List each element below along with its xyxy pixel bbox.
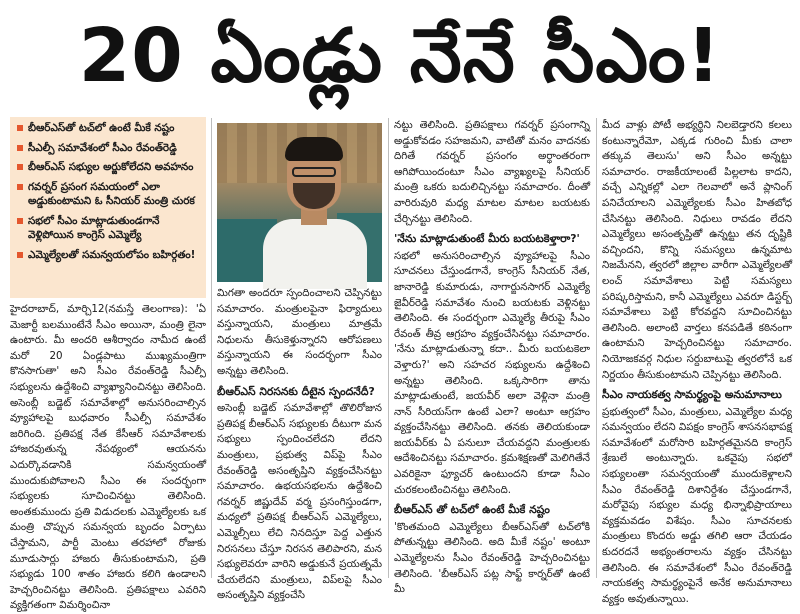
body-text: 'కొంతమంది ఎమ్మెల్యేలు బీఆర్ఎస్‌తో టచ్‌లోకి పోతున్నట్టు తెలిసింది. అది మీకే నష్టం' అంటూ ఎమ్మెల్యేలను సీఎం రేవంత్‌రెడ్డి హెచ్చరించినట్టు తెలిసింది. 'బీఆర్ఎస్ పట్ల సాఫ్ట్ కార్నర్‌తో ఉంటే మీ [394, 520, 590, 596]
cm-photo [217, 123, 382, 282]
body-text: నట్టు తెలిసింది. ప్రతిపక్షాలు గవర్నర్ ప్రసంగాన్ని అడ్డుకోవడం సహజమని, వాటితో మనం వాదనకు దిగితే గవర్నర్ ప్రసంగం అర్థాంతరంగా ఆగిపోయిందంటూ సీఎం వ్యాఖ్యలపై సీనియర్ మంత్రి ఒకరు బదులిచ్చినట్టు సమాచారం. దీంతో వారిరువురి మధ్య మాటల మాటల బయటకు చేర్చినట్టు తెలిసింది. [394, 119, 590, 225]
body-text: అసెంబ్లీ బడ్జెట్ సమావేశాల్లో తొలిరోజున ప్రతిపక్ష బీఆర్ఎస్ సభ్యులకు దీటుగా మన సభ్యులు స్పందించలేదని లేదని మంత్రులు, ప్రభుత్వ విప్‌పై సీఎం రేవంత్‌రెడ్డి అసంతృప్తిని వ్యక్తంచేసినట్టు సమాచారం. ఉభయసభలను ఉద్దేశించి గవర్నర్ జిష్ణుదేవ్ వర్మ ప్రసంగిస్తుండగా, మధ్యలో ప్రతిపక్ష బీఆర్ఎస్ ఎమ్మెల్యేలు, ఎమ్మెల్సీలు లేచి నినదిస్తూ పెద్ద ఎత్తున నిరసనలు చేస్తూ నిరసన తెలిపారని, మన సభ్యులెవరూ వారిని అడ్డుకునే ప్రయత్నమే చేయలేదని మంత్రులు, విప్‌లపై సీఎం అసంతృప్తిని వ్యక్తంచేసి [217, 402, 382, 602]
body-text: మీద వాళ్లు పోటీ అభ్యర్థిని నిలబెడ్తారని కలలు కంటున్నారేమో, ఎక్కడ గురించి మీకు చాలా తక్కువ తెలుసు' అని సీఎం అన్నట్టు సమాచారం. రాజకీయాలంటే పిల్లలాట కాదని, వచ్చే ఎన్నికల్లో ఎలా గెలవాలో అనే ప్లానింగ్ పనిచేయాలని ఎమ్మెల్యేలకు సీఎం హితబోధ చేసినట్టు తెలిసింది. నిధులు రావడం లేదని ఎమ్మెల్యేలు అసంతృప్తితో ఉన్నట్టు తన దృష్టికి వచ్చిందని, కొన్ని సమస్యలు ఉన్నమాట నిజమేనని, త్వరలో జిల్లాల వారీగా ఎమ్మెల్యేలతో లంచ్ సమావేశాలు పెట్టి సమస్యలు పరిష్కరిస్తామని, కానీ ఎమ్మెల్యేలు ఎవరూ డిస్టర్బ్ సమావేశాలు పెట్టి కోరవద్దని సూచించినట్టు తెలిసింది. అలాంటి వార్తలు కనపడితే కఠినంగా ఉంటామని హెచ్చరించినట్టు సమాచారం. నియోజకవర్గ నిధుల సర్దుబాటుపై త్వరలోనే ఒక నిర్ణయం తీసుకుంటామని చెప్పినట్టు తెలిసింది. [602, 119, 792, 381]
highlight-item: బీఆర్ఎస్ సభ్యుల అర్జుకోలేదని అవహనం [16, 160, 200, 175]
subheading: సీఎం నాయకత్వ సామర్థ్యంపై అనుమానాలు [602, 388, 782, 402]
headline: 20 ఏండ్లు నేనే సీఎం! [78, 13, 722, 99]
body-text: మిగతా అందరూ స్పందించాలని చెప్పినట్టు సమాచారం. మంత్రులపైనా ఫిర్యాదులు వస్తున్నాయని, మంత్రులు మాత్రమే నిధులను తీసుకెళ్తున్నారని ఆరోపణలు వస్తున్నాయని ఈ సందర్భంగా సీఎం అన్నట్టు తెలిసింది. [217, 287, 382, 377]
highlight-item: సీఎల్పీ సమావేశంలో సీఎం రేవంత్‌రెడ్డి [16, 141, 200, 156]
highlight-item: ఎమ్మెల్యేలతో సమన్వయలోపం బహిర్గతం! [16, 248, 200, 263]
article-column-4 [602, 118, 792, 605]
highlights-box [10, 117, 206, 298]
article-column-1 [10, 302, 206, 612]
body-text: ప్రభుత్వంలో సీఎం, మంత్రులు, ఎమ్మెల్యేల మధ్య సమన్వయం లేదని విపక్షం కాంగ్రెస్ శాసనసభాపక్ష సమావేశంలో మరోసారి బహిర్గతమైనది కాంగ్రెస్ శ్రేణులే అంటున్నారు. ఒకవైపు సభలో సభ్యులంతా సమన్వయంతో ముందుకెళ్లాలని సీఎం రేవంత్‌రెడ్డి దిశానిర్దేశం చేస్తుండగానే, మరోవైపు సభ్యుల మధ్య భిన్నాభిప్రాయాలు వ్యక్తమవడం విశేషం. సీఎం సూచనలకు మంత్రులు కొందరు అడ్డు తగిలి ఆరా చేయడం కుదరదనే అభ్యంతరాలను వ్యక్తం చేసినట్టు తెలిసింది. ఈ సమావేశంలో సీఎం రేవంత్‌రెడ్డి నాయకత్వ సామర్థ్యంపైనే అనేక అనుమానాలు వ్యక్తం అవుతున్నాయి. [602, 405, 792, 605]
subheading: బీఆర్ఎస్ తో టచ్‌లో ఉంటే మీకే నష్టం [394, 503, 550, 517]
subheading: 'నేను మాట్లాడుతుంటే మీరు బయటకెళ్తారా?' [394, 232, 580, 246]
body-text: సభలో అనుసరించాల్సిన వ్యూహాలపై సీఎం సూచనలు చేస్తుండగానే, కాంగ్రెస్ సీనియర్ నేత, జానారెడ్డి కుమారుడు, నాగార్జునసాగర్ ఎమ్మెల్యే జైవీర్‌రెడ్డి సమావేశం నుంచి బయటకు వెళ్లినట్టు తెలిసింది. ఈ సందర్భంగా ఎమ్మెల్యే తీరుపై సీఎం రేవంత్ తీవ్ర ఆగ్రహం వ్యక్తంచేసినట్టు సమాచారం. 'నేను మాట్లాడుతున్నా కదా.. మీరు బయటకెలా వెళ్తారు?' అని సహచర సభ్యులను ఉద్దేశించి అన్నట్టు తెలిసింది. ఒక్కసారిగా తాను మాట్లాడుతుంటే, జయవీర్ అలా వెళ్లినా మంత్రి నాన్ సీరియస్‌గా ఉంటే ఎలా? అంటూ ఆగ్రహం వ్యక్తంచేసినట్టు తెలిసింది. తనకు తెలియకుండా జయవీర్‌కు ఏ పనులూ చేయవద్దని మంత్రులకు ఆదేశించినట్టు సమాచారం. క్రమశిక్షణతో మెలిగితేనే ఎవరికైనా ఫ్యూచర్ ఉంటుందని కూడా సీఎం చురకలంటించినట్టు తెలిసింది. [394, 249, 590, 496]
column-divider [388, 118, 389, 578]
article-column-3 [394, 118, 590, 596]
highlight-item: బీఆర్ఎస్‌తో టచ్‌లో ఉంటే మీకే నష్టం [16, 121, 200, 136]
highlight-item: సభలో సీఎం మాట్లాడుతుండగానే వెళ్లిపోయిన కాంగ్రెస్ ఎమ్మెల్యే [16, 214, 200, 243]
column-divider [211, 118, 212, 578]
subheading: బీఆర్ఎస్ నిరసనకు దీటైన స్పందనేదీ? [217, 384, 375, 398]
highlight-item: గవర్నర్ ప్రసంగ సమయంలో ఎలా అడ్డుకుంటామని ఓ సీనియర్ మంత్రి చురక [16, 180, 200, 209]
article-column-2 [217, 286, 382, 602]
body-text: హైదరాబాద్, మార్చి12(నమస్తే తెలంగాణ): 'ఏ మెజార్టీ బలముంటేనే సీఎం అయినా, మంత్రి లైనా ఉంటారు. మీ అందరి ఆశీర్వాదం నామీద ఉంటే మరో 20 ఏండ్లపాటు ముఖ్యమంత్రిగా కొనసాగుతా' అని సీఎం రేవంత్‌రెడ్డి సీఎల్పీ సభ్యులను ఉద్దేశించి వ్యాఖ్యానించినట్టు తెలిసింది. అసెంబ్లీ బడ్జెట్ సమావేశాల్లో అనుసరించాల్సిన వ్యూహాలపై బుధవారం సీఎల్పీ సమావేశం జరిగింది. ప్రతిపక్ష నేత కేసీఆర్ సమావేశాలకు హాజరవుతున్న నేపథ్యంలో ఆయనను ఎదుర్కొవడానికి సమన్వయంతో ముందుకుపోవాలని సీఎం ఈ సందర్భంగా సభ్యులకు సూచించినట్టు తెలిసింది. అంతకుముందు ప్రతి విడుదలకు ఎమ్మెల్యేలకు ఒక మంత్రి చొప్పున సమన్వయ బృందం ఏర్పాటు చేస్తామని, పార్టీ మెంటు తరహాలో రోజుకు మూడుసార్లు హాజరు తీసుకుంటామని, ప్రతి సభ్యుడు 100 శాతం హాజరు కలిగి ఉండాలని హెచ్చరించినట్టు తెలిసింది. ప్రతిపక్షాలు ఎవరిని వ్యక్తిగతంగా విమర్శించినా [10, 303, 206, 612]
column-divider [596, 118, 597, 578]
